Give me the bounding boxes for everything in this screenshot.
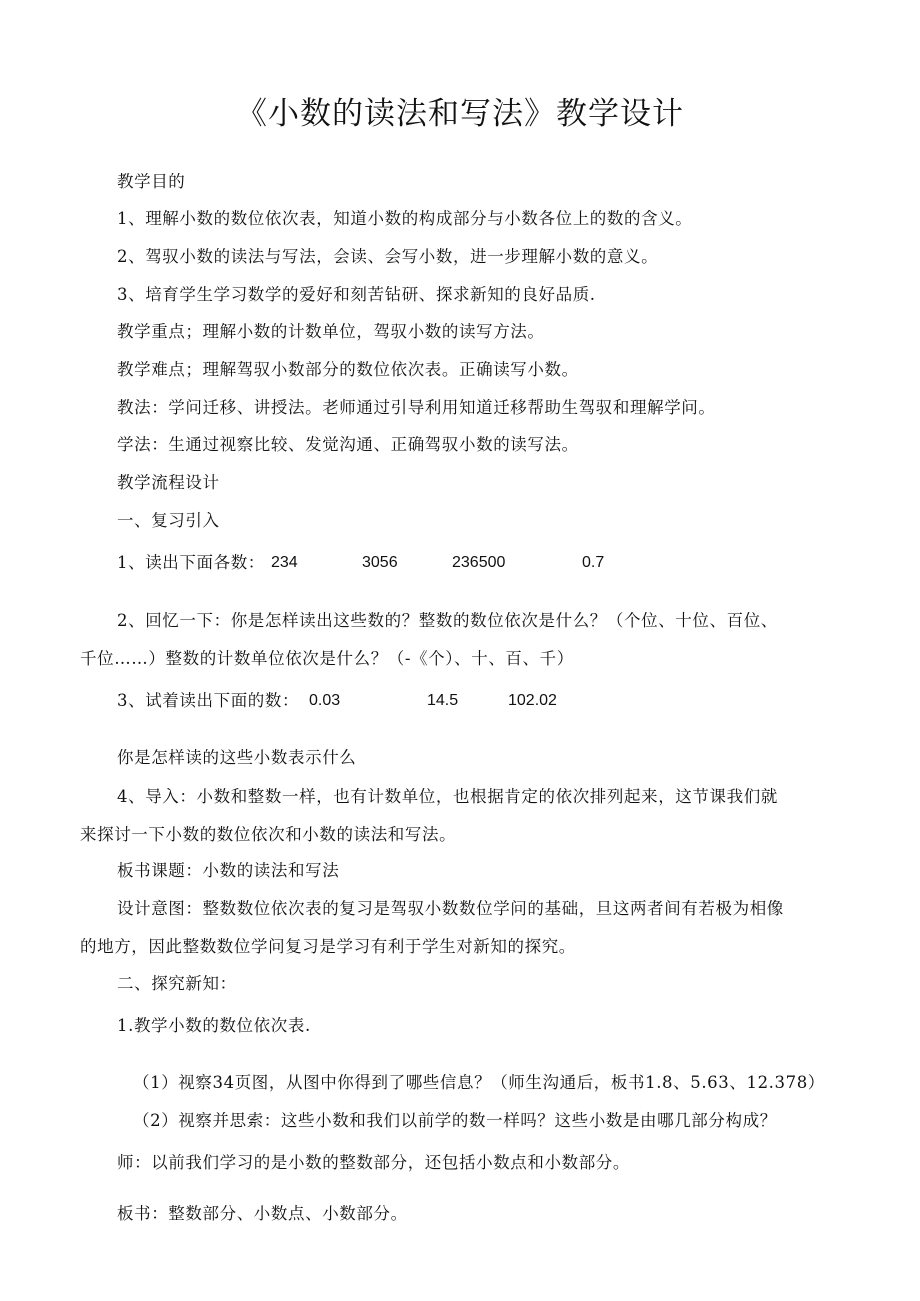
design-intent-line-2: 的地方，因此整数数位学问复习是学习有利于学生对新知的探究。 — [80, 937, 576, 956]
teaching-method: 教法：学问迁移、讲授法。老师通过引导利用知道迁移帮助生驾驭和理解学问。 — [117, 398, 716, 417]
design-intent-line-1: 设计意图：整数数位依次表的复习是驾驭小数数位学问的基础，旦这两者间有若极为相像 — [117, 899, 784, 918]
intro-line-2: 来探讨一下小数的数位依次和小数的读法和写法。 — [80, 825, 457, 844]
board-topic: 板书课题：小数的读法和写法 — [117, 861, 340, 880]
teach-item-1: 1.教学小数的数位依次表. — [117, 1016, 311, 1035]
observe-item-2: （2）视察并思索：这些小数和我们以前学的数一样吗？这些小数是由哪几部分构成？ — [133, 1111, 777, 1130]
number-item: 234 — [271, 554, 298, 571]
learning-method: 学法：生通过视察比较、发觉沟通、正确驾驭小数的读写法。 — [117, 435, 579, 454]
number-item: 3056 — [362, 554, 398, 571]
goal-item-2: 2、驾驭小数的读法与写法，会读、会写小数，进一步理解小数的意义。 — [117, 247, 659, 266]
recall-line-2: 千位……）整数的计数单位依次是什么？（-《个）、十、百、千） — [80, 649, 574, 668]
section-explore: 二、探究新知： — [117, 974, 237, 993]
number-item: 102.02 — [508, 692, 557, 709]
goal-item-3: 3、培育学生学习数学的爱好和刻苦钻研、探求新知的良好品质. — [117, 285, 596, 304]
recall-line-1: 2、回忆一下：你是怎样读出这些数的？整数的数位依次是什么？（个位、十位、百位、 — [117, 611, 778, 630]
section-review: 一、复习引入 — [117, 511, 220, 530]
difficulty: 教学难点；理解驾驭小数部分的数位依次表。正确读写小数。 — [117, 360, 579, 379]
number-item: 0.7 — [582, 554, 605, 571]
goal-item-1: 1、理解小数的数位依次表，知道小数的构成部分与小数各位上的数的含义。 — [117, 209, 693, 228]
intro-line-1: 4、导入：小数和整数一样，也有计数单位，也根据肯定的依次排列起来，这节课我们就 — [117, 787, 778, 806]
board-line: 板书：整数部分、小数点、小数部分。 — [117, 1204, 408, 1223]
how-read-question: 你是怎样读的这些小数表示什么 — [117, 748, 357, 767]
goal-heading: 教学目的 — [117, 172, 186, 191]
read-numbers-prefix: 1、读出下面各数： — [117, 553, 265, 572]
try-numbers-prefix: 3、试着读出下面的数： — [117, 691, 300, 710]
number-item: 14.5 — [427, 692, 459, 709]
teacher-line: 师：以前我们学习的是小数的整数部分，还包括小数点和小数部分。 — [117, 1153, 630, 1172]
number-item: 0.03 — [309, 692, 341, 709]
document-title: 《小数的读法和写法》教学设计 — [236, 96, 684, 132]
key-point: 教学重点；理解小数的计数单位，驾驭小数的读写方法。 — [117, 322, 545, 341]
observe-item-1: （1）视察34页图，从图中你得到了哪些信息？（师生沟通后，板书1.8、5.63、12.378） — [133, 1073, 825, 1092]
number-item: 236500 — [452, 554, 506, 571]
process-heading: 教学流程设计 — [117, 473, 220, 492]
